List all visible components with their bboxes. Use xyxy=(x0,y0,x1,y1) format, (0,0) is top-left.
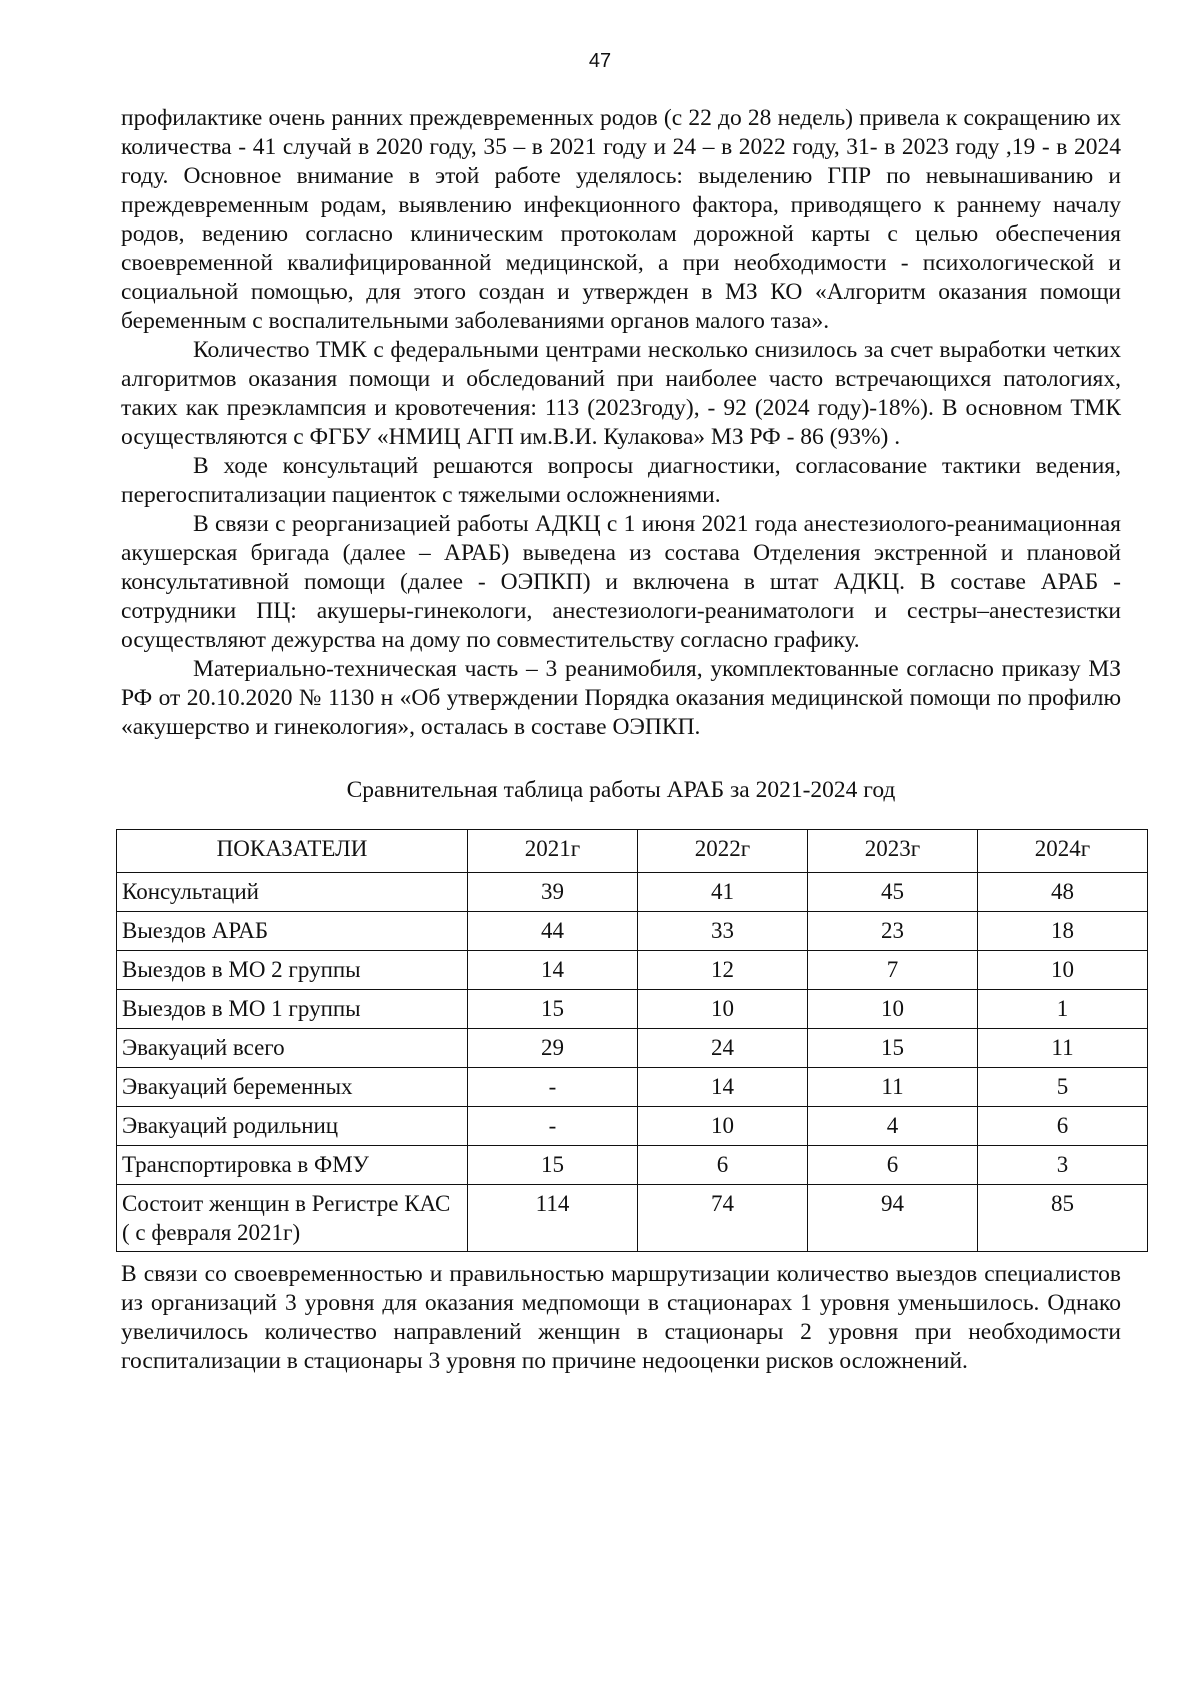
cell-2022: 74 xyxy=(638,1185,808,1252)
cell-2022: 12 xyxy=(638,951,808,990)
table-row xyxy=(117,1029,1148,1068)
header-2024: 2024г xyxy=(978,830,1148,873)
cell-2022: 10 xyxy=(638,990,808,1029)
cell-2024: 5 xyxy=(978,1068,1148,1107)
cell-2022: 41 xyxy=(638,873,808,912)
cell-2022: 14 xyxy=(638,1068,808,1107)
cell-2021: 44 xyxy=(468,912,638,951)
header-2022: 2022г xyxy=(638,830,808,873)
table-row xyxy=(117,990,1148,1029)
table-row xyxy=(117,951,1148,990)
table-row xyxy=(117,1068,1148,1107)
header-2023: 2023г xyxy=(808,830,978,873)
header-indicators: ПОКАЗАТЕЛИ xyxy=(117,830,468,873)
paragraph-continuation: профилактике очень ранних преждевременных родов (с 22 до 28 недель) привела к сокращению их количества - 41 случай в 2020 году, 35 – в 2021 году и 24 – в 2022 году, 31- в 2023 году ,19 - в 2024 году. Основное внимание в этой работе уделялось: выделению ГПР по невынашиванию и преждевременным родам, выявлению инфекционного фактора, приводящего к раннему началу родов, ведению согласно клиническим протоколам дорожной карты с целью обеспечения своевременной квалифицированной медицинской, а при необходимости - психологической и социальной помощью, для этого создан и утвержден в МЗ КО «Алгоритм оказания помощи беременным с воспалительными заболеваниями органов малого таза». xyxy=(121,105,1121,334)
cell-2021: 29 xyxy=(468,1029,638,1068)
cell-2021: 15 xyxy=(468,990,638,1029)
cell-2022: 24 xyxy=(638,1029,808,1068)
row-label: Эвакуаций родильниц xyxy=(117,1107,468,1146)
cell-2024: 1 xyxy=(978,990,1148,1029)
cell-2024: 85 xyxy=(978,1185,1148,1252)
paragraph-consultations: В ходе консультаций решаются вопросы диагностики, согласование тактики ведения, перегоспитализации пациенток с тяжелыми осложнениями. xyxy=(121,453,1121,508)
row-label: Транспортировка в ФМУ xyxy=(117,1146,468,1185)
cell-2023: 7 xyxy=(808,951,978,990)
cell-2024: 10 xyxy=(978,951,1148,990)
cell-2023: 4 xyxy=(808,1107,978,1146)
table-row xyxy=(117,873,1148,912)
table-caption: Сравнительная таблица работы АРАБ за 2021-2024 год xyxy=(346,777,896,803)
paragraph-tmk: Количество ТМК с федеральными центрами несколько снизилось за счет выработки четких алгоритмов оказания помощи и обследований при наиболее часто встречающихся патологиях, таких как преэклампсия и кровотечения: 113 (2023году), - 92 (2024 году)-18%). В основном ТМК осуществляются с ФГБУ «НМИЦ АГП им.В.И. Кулакова» МЗ РФ - 86 (93%) . xyxy=(121,337,1121,450)
cell-2023: 15 xyxy=(808,1029,978,1068)
row-label: Эвакуаций беременных xyxy=(117,1068,468,1107)
cell-2021: - xyxy=(468,1068,638,1107)
cell-2023: 11 xyxy=(808,1068,978,1107)
cell-2023: 94 xyxy=(808,1185,978,1252)
table-row xyxy=(117,1185,1148,1252)
table-row xyxy=(117,1146,1148,1185)
row-label: Выездов в МО 1 группы xyxy=(117,990,468,1029)
cell-2024: 48 xyxy=(978,873,1148,912)
table-row xyxy=(117,1107,1148,1146)
cell-2021: - xyxy=(468,1107,638,1146)
cell-2023: 23 xyxy=(808,912,978,951)
paragraph-reorganization: В связи с реорганизацией работы АДКЦ с 1 июня 2021 года анестезиолого-реанимационная акушерская бригада (далее – АРАБ) выведена из состава Отделения экстренной и плановой консультативной помощи (далее - ОЭПКП) и включена в штат АДКЦ. В составе АРАБ - сотрудники ПЦ: акушеры-гинекологи, анестезиологи-реаниматологи и сестры–анестезистки осуществляют дежурства на дому по совместительству согласно графику. xyxy=(121,511,1121,653)
table-row xyxy=(117,912,1148,951)
cell-2022: 10 xyxy=(638,1107,808,1146)
cell-2023: 45 xyxy=(808,873,978,912)
document-body xyxy=(121,104,1121,1376)
table-header-row xyxy=(117,830,1148,873)
row-label: Консультаций xyxy=(117,873,468,912)
paragraph-equipment: Материально-техническая часть – 3 реанимобиля, укомплектованные согласно приказу МЗ РФ от 20.10.2020 № 1130 н «Об утверждении Порядка оказания медицинской помощи по профилю «акушерство и гинекология», осталась в составе ОЭПКП. xyxy=(121,656,1121,740)
cell-2023: 10 xyxy=(808,990,978,1029)
cell-2022: 33 xyxy=(638,912,808,951)
cell-2022: 6 xyxy=(638,1146,808,1185)
page-number: 47 xyxy=(588,50,612,72)
cell-2021: 15 xyxy=(468,1146,638,1185)
cell-2024: 3 xyxy=(978,1146,1148,1185)
cell-2023: 6 xyxy=(808,1146,978,1185)
header-2021: 2021г xyxy=(468,830,638,873)
row-label: Состоит женщин в Регистре КАС ( с февраля 2021г) xyxy=(117,1185,468,1252)
comparison-table xyxy=(116,829,1148,1252)
row-label: Эвакуаций всего xyxy=(117,1029,468,1068)
cell-2024: 11 xyxy=(978,1029,1148,1068)
row-label: Выездов в МО 2 группы xyxy=(117,951,468,990)
cell-2021: 114 xyxy=(468,1185,638,1252)
cell-2021: 39 xyxy=(468,873,638,912)
cell-2024: 6 xyxy=(978,1107,1148,1146)
row-label: Выездов АРАБ xyxy=(117,912,468,951)
cell-2021: 14 xyxy=(468,951,638,990)
cell-2024: 18 xyxy=(978,912,1148,951)
paragraph-routing: В связи со своевременностью и правильностью маршрутизации количество выездов специалистов из организаций 3 уровня для оказания медпомощи в стационарах 1 уровня уменьшилось. Однако увеличилось количество направлений женщин в стационары 2 уровня при необходимости госпитализации в стационары 3 уровня по причине недооценки рисков осложнений. xyxy=(121,1261,1121,1374)
